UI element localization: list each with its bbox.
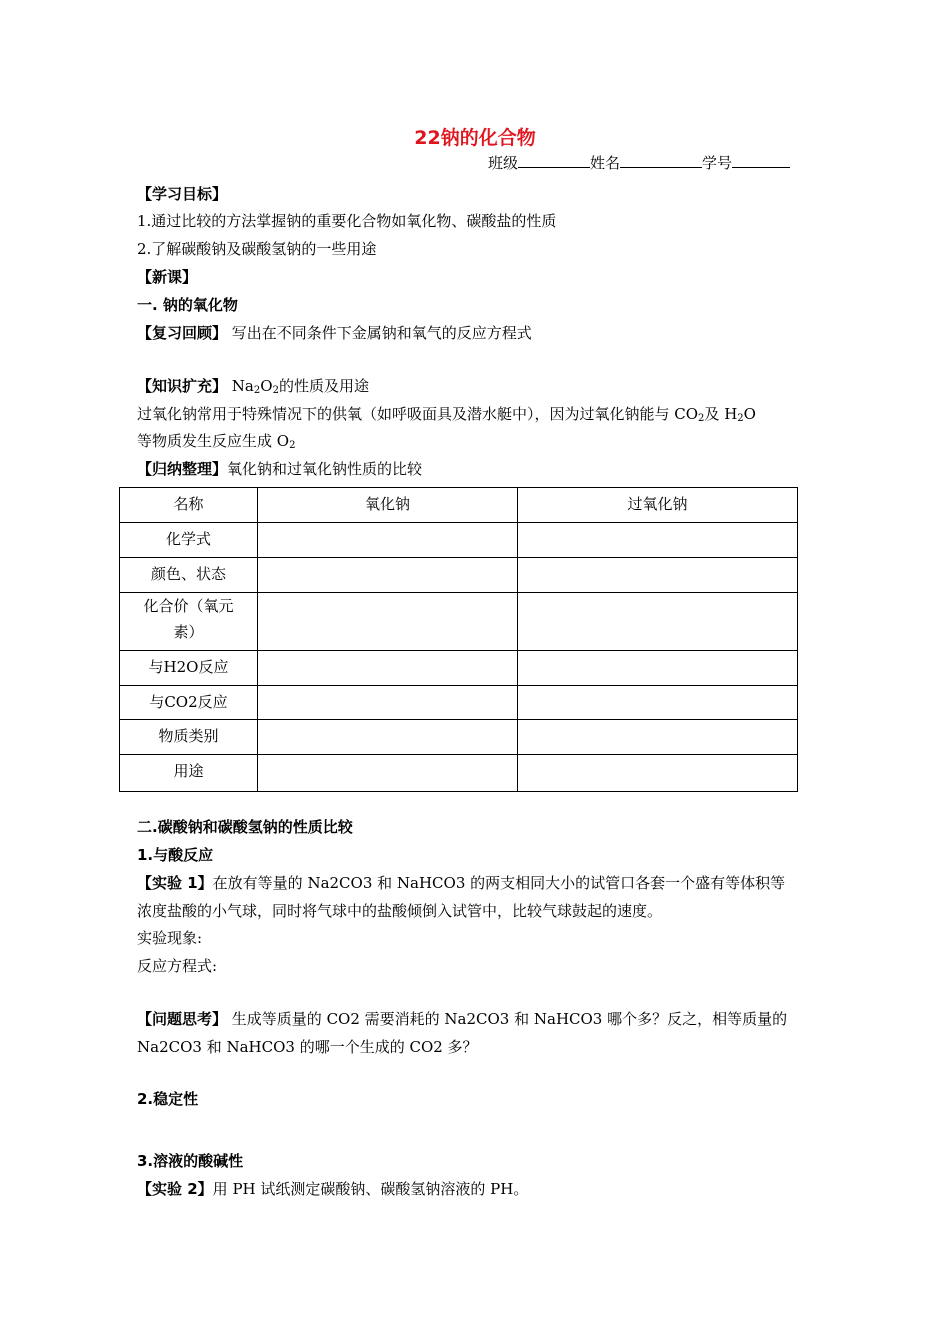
class-blank[interactable] bbox=[518, 153, 590, 168]
student-info-line bbox=[488, 152, 790, 173]
answer-cell[interactable] bbox=[518, 720, 798, 755]
review-label: 【复习回顾】 bbox=[137, 324, 228, 342]
section2-sub3: 3.溶液的酸碱性 bbox=[137, 1152, 244, 1170]
question-line2: Na2CO3 和 NaHCO3 的哪一个生成的 CO2 多？ bbox=[137, 1038, 478, 1056]
row-label: 用途 bbox=[120, 755, 258, 792]
header-cell-name: 名称 bbox=[120, 488, 258, 523]
answer-cell[interactable] bbox=[518, 686, 798, 720]
table-row bbox=[120, 523, 798, 558]
table-row bbox=[120, 755, 798, 792]
table-header-row bbox=[120, 488, 798, 523]
expand-text: $Na_2O_2$的性质及用途 bbox=[231, 377, 369, 396]
exp2-label: 【实验 2】 bbox=[137, 1180, 213, 1198]
row-label: 化学式 bbox=[120, 523, 258, 558]
row-label: 与H2O反应 bbox=[120, 651, 258, 686]
exp1-line1 bbox=[137, 873, 785, 893]
row-label: 化合价（氧元素） bbox=[120, 593, 258, 651]
page-title: 22钠的化合物 bbox=[414, 127, 536, 149]
answer-cell[interactable] bbox=[258, 651, 518, 686]
table-row bbox=[120, 593, 798, 651]
question-line1 bbox=[137, 1009, 787, 1029]
number-blank[interactable] bbox=[732, 153, 790, 168]
answer-cell[interactable] bbox=[518, 523, 798, 558]
answer-cell[interactable] bbox=[518, 651, 798, 686]
table-row bbox=[120, 686, 798, 720]
answer-cell[interactable] bbox=[518, 755, 798, 792]
summary-line bbox=[137, 459, 422, 479]
answer-cell[interactable] bbox=[258, 558, 518, 593]
name-label: 姓名 bbox=[590, 154, 621, 172]
expand-paragraph-line2: 等物质发生反应生成 $O_2$ bbox=[137, 432, 296, 451]
table-row bbox=[120, 558, 798, 593]
table-row bbox=[120, 651, 798, 686]
exp1-text: 在放有等量的 Na2CO3 和 NaHCO3 的两支相同大小的试管口各套一个盛有等体积等 bbox=[212, 874, 786, 892]
answer-cell[interactable] bbox=[518, 558, 798, 593]
expand-line bbox=[137, 376, 369, 401]
table-row bbox=[120, 720, 798, 755]
goals-heading: 【学习目标】 bbox=[137, 185, 228, 203]
section2-heading: 二.碳酸钠和碳酸氢钠的性质比较 bbox=[137, 818, 353, 836]
answer-cell[interactable] bbox=[258, 720, 518, 755]
answer-cell[interactable] bbox=[258, 686, 518, 720]
section2-sub2: 2.稳定性 bbox=[137, 1090, 199, 1108]
phenomenon-label: 实验现象: bbox=[137, 929, 203, 947]
exp1-label: 【实验 1】 bbox=[137, 874, 213, 892]
exp2-text: 用 PH 试纸测定碳酸钠、碳酸氢钠溶液的 PH。 bbox=[212, 1180, 529, 1198]
review-line bbox=[137, 323, 532, 343]
question-label: 【问题思考】 bbox=[137, 1010, 228, 1028]
expand-label: 【知识扩充】 bbox=[137, 377, 228, 395]
exp2-line bbox=[137, 1179, 528, 1199]
goal-item-2: 2.了解碳酸钠及碳酸氢钠的一些用途 bbox=[137, 240, 377, 258]
summary-text: 氧化钠和过氧化钠性质的比较 bbox=[227, 460, 423, 478]
exp1-line2: 浓度盐酸的小气球，同时将气球中的盐酸倾倒入试管中，比较气球鼓起的速度。 bbox=[137, 902, 663, 920]
header-cell-na2o: 氧化钠 bbox=[258, 488, 518, 523]
section2-sub1: 1.与酸反应 bbox=[137, 846, 214, 864]
answer-cell[interactable] bbox=[258, 593, 518, 651]
question-text: 生成等质量的 CO2 需要消耗的 Na2CO3 和 NaHCO3 哪个多？反之，相等质量的 bbox=[231, 1010, 788, 1028]
summary-label: 【归纳整理】 bbox=[137, 460, 228, 478]
header-cell-na2o2: 过氧化钠 bbox=[518, 488, 798, 523]
row-label: 物质类别 bbox=[120, 720, 258, 755]
answer-cell[interactable] bbox=[258, 755, 518, 792]
row-label: 与CO2反应 bbox=[120, 686, 258, 720]
row-label: 颜色、状态 bbox=[120, 558, 258, 593]
class-label: 班级 bbox=[488, 154, 519, 172]
number-label: 学号 bbox=[702, 154, 733, 172]
new-lesson-heading: 【新课】 bbox=[137, 268, 198, 286]
answer-cell[interactable] bbox=[518, 593, 798, 651]
name-blank[interactable] bbox=[620, 153, 702, 168]
equation-label: 反应方程式: bbox=[137, 957, 218, 975]
answer-cell[interactable] bbox=[258, 523, 518, 558]
expand-paragraph-line1: 过氧化钠常用于特殊情况下的供氧（如呼吸面具及潜水艇中），因为过氧化钠能与 $CO_2$及 $H_2O$ bbox=[137, 405, 756, 424]
section1-heading: 一. 钠的氧化物 bbox=[137, 296, 238, 314]
review-text: 写出在不同条件下金属钠和氧气的反应方程式 bbox=[231, 324, 532, 342]
comparison-table bbox=[119, 487, 798, 792]
goal-item-1: 1.通过比较的方法掌握钠的重要化合物如氧化物、碳酸盐的性质 bbox=[137, 212, 557, 230]
